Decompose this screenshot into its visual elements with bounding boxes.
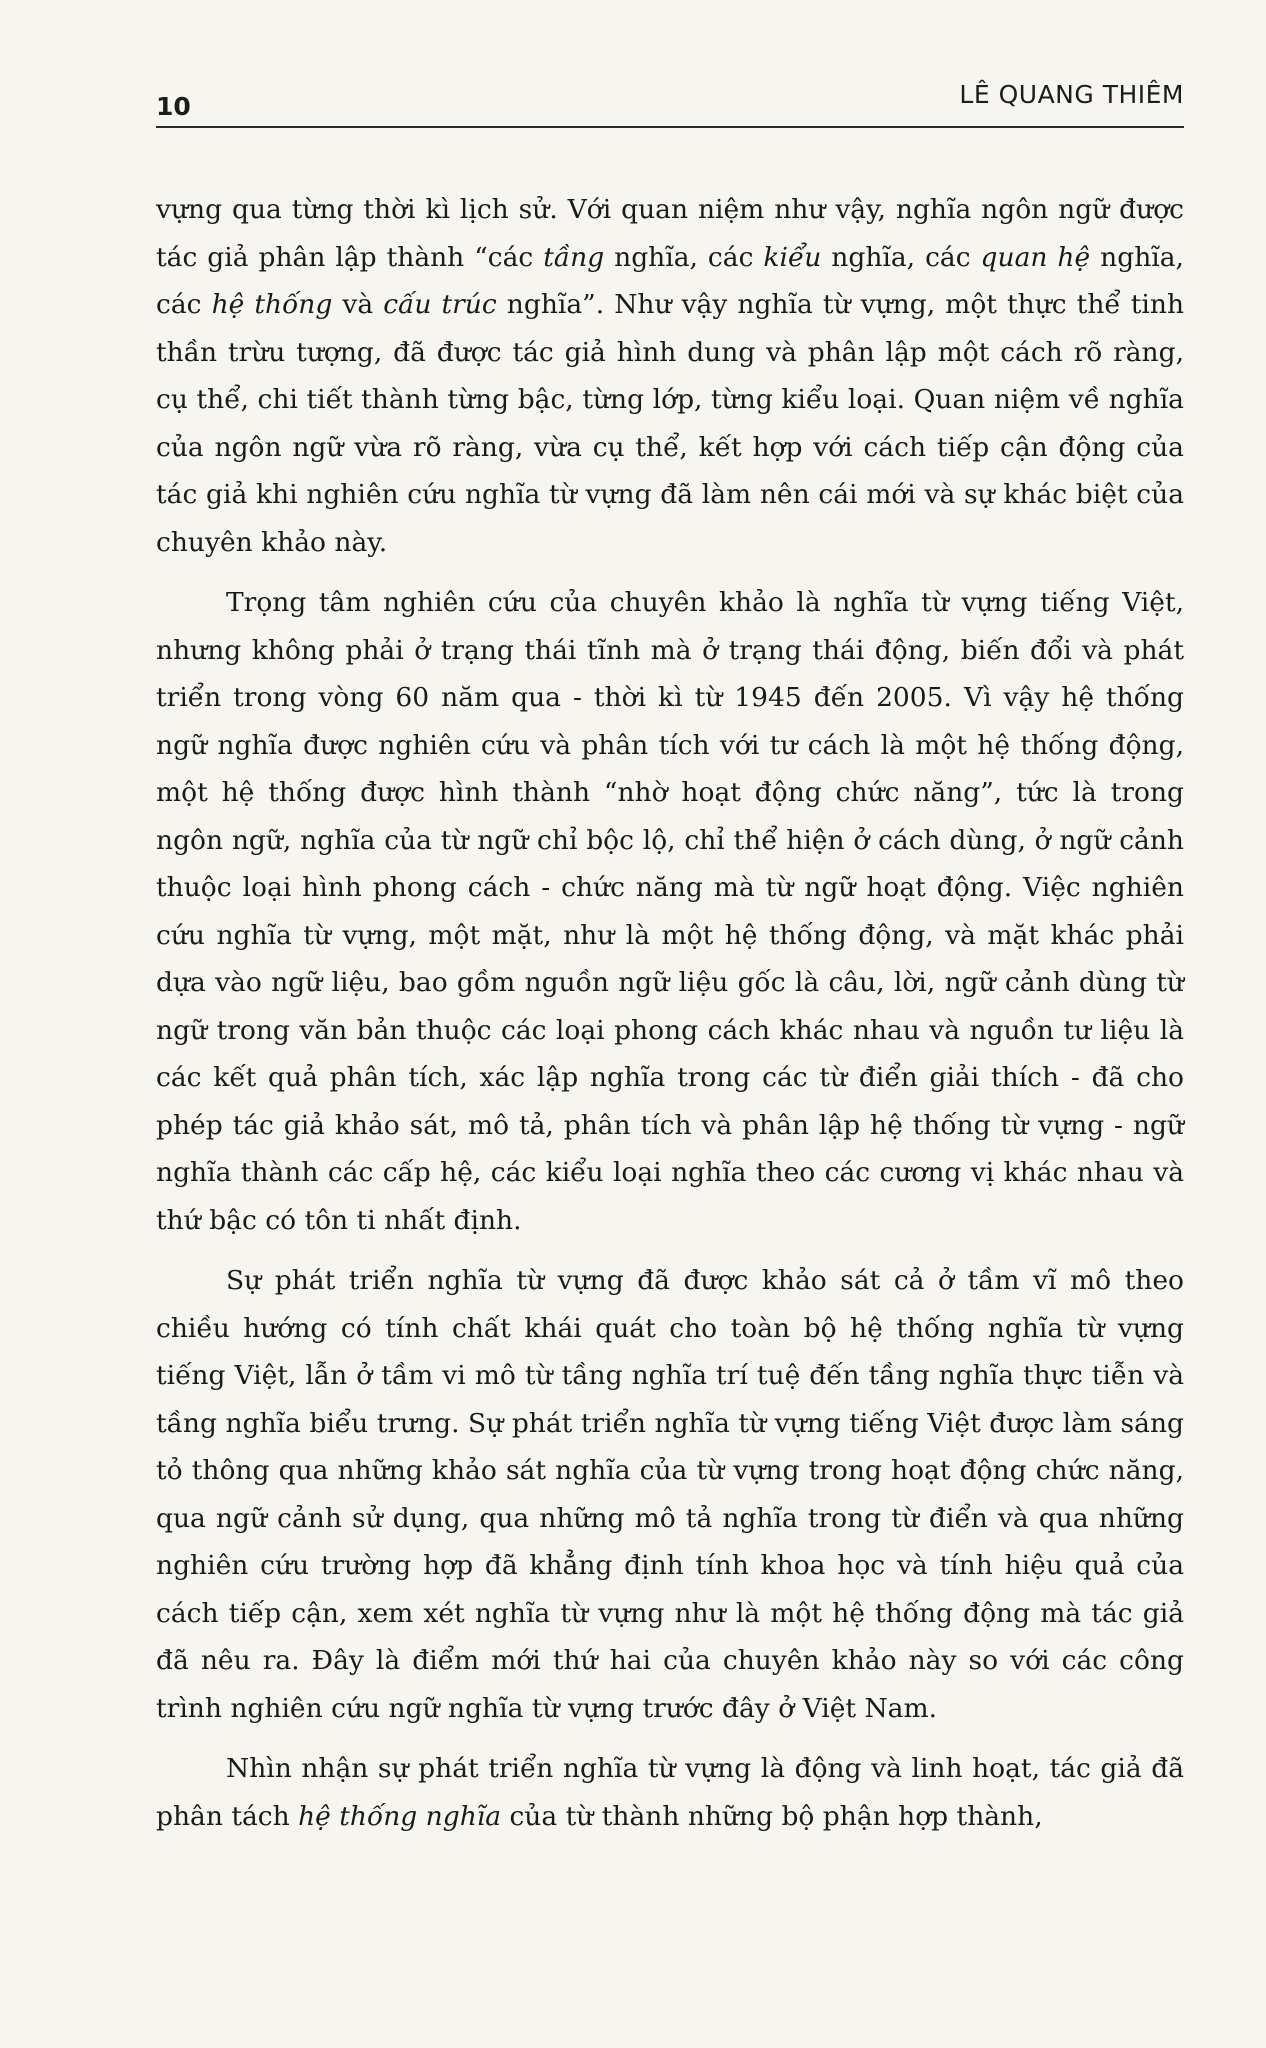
paragraph-1: [156, 186, 1184, 566]
running-head-author: LÊ QUANG THIÊM: [959, 80, 1184, 109]
text-segment: nghĩa”. Như vậy nghĩa từ vựng, một thực thể tinh thần trừu tượng, đã được tác giả hình dung và phân lập một cách rõ ràng, cụ thể, chi tiết thành từng bậc, từng lớp, từng kiểu loại. Quan niệm về nghĩa của ngôn ngữ vừa rõ ràng, vừa cụ thể, kết hợp với cách tiếp cận động của tác giả khi nghiên cứu nghĩa từ vựng đã làm nên cái mới và sự khác biệt của chuyên khảo này.: [156, 289, 1185, 558]
text-segment: nghĩa, các: [604, 241, 764, 273]
paragraph-3: [156, 1257, 1184, 1732]
text-segment: Nhìn nhận sự phát triển nghĩa từ vựng là động và linh hoạt, tác giả đã phân tách: [156, 1753, 1184, 1832]
paragraph-2: [156, 579, 1184, 1244]
text-segment: của từ thành những bộ phận hợp thành,: [501, 1800, 1043, 1832]
italic-term: tầng: [543, 241, 605, 273]
italic-term: cấu trúc: [383, 289, 497, 320]
page-header: [156, 70, 1184, 128]
text-segment: Sự phát triển nghĩa từ vựng đã được khảo sát cả ở tầm vĩ mô theo chiều hướng có tính chất khái quát cho toàn bộ hệ thống nghĩa từ vựng tiếng Việt, lẫn ở tầm vi mô từ tầng nghĩa trí tuệ đến tầng nghĩa thực tiễn và tầng nghĩa biểu trưng. Sự phát triển nghĩa từ vựng tiếng Việt được làm sáng tỏ thông qua những khảo sát nghĩa của từ vựng trong hoạt động chức năng, qua ngữ cảnh sử dụng, qua những mô tả nghĩa trong từ điển và qua những nghiên cứu trường hợp đã khẳng định tính khoa học và tính hiệu quả của cách tiếp cận, xem xét nghĩa từ vựng như là một hệ thống động mà tác giả đã nêu ra. Đây là điểm mới thứ hai của chuyên khảo này so với các công trình nghiên cứu ngữ nghĩa từ vựng trước đây ở Việt Nam.: [156, 1265, 1184, 1724]
body-text: [156, 186, 1184, 1853]
italic-term: hệ thống: [211, 289, 333, 320]
text-segment: và: [332, 289, 384, 320]
text-segment: Trọng tâm nghiên cứu của chuyên khảo là nghĩa từ vựng tiếng Việt, nhưng không phải ở trạng thái tĩnh mà ở trạng thái động, biến đổi và phát triển trong vòng 60 năm qua - thời kì từ 1945 đến 2005. Vì vậy hệ thống ngữ nghĩa được nghiên cứu và phân tích với tư cách là một hệ thống động, một hệ thống được hình thành “nhờ hoạt động chức năng”, tức là trong ngôn ngữ, nghĩa của từ ngữ chỉ bộc lộ, chỉ thể hiện ở cách dùng, ở ngữ cảnh thuộc loại hình phong cách - chức năng mà từ ngữ hoạt động. Việc nghiên cứu nghĩa từ vựng, một mặt, như là một hệ thống động, và mặt khác phải dựa vào ngữ liệu, bao gồm nguồn ngữ liệu gốc là câu, lời, ngữ cảnh dùng từ ngữ trong văn bản thuộc các loại phong cách khác nhau và nguồn tư liệu là các kết quả phân tích, xác lập nghĩa trong các từ điển giải thích - đã cho phép tác giả khảo sát, mô tả, phân tích và phân lập hệ thống từ vựng - ngữ nghĩa thành các cấp hệ, các kiểu loại nghĩa theo các cương vị khác nhau và thứ bậc có tôn ti nhất định.: [156, 587, 1184, 1236]
italic-term: hệ thống nghĩa: [298, 1800, 502, 1832]
italic-term: kiểu: [763, 241, 822, 273]
paragraph-4: [156, 1745, 1184, 1840]
italic-term: quan hệ: [980, 241, 1091, 273]
text-segment: nghĩa, các: [821, 241, 981, 273]
page-number: 10: [156, 92, 191, 121]
text-segment: vựng qua từng thời kì lịch sử. Với quan niệm như vậy, nghĩa ngôn ngữ được tác giả phân lập thành “các: [156, 194, 1184, 273]
text-segment: nghĩa, các: [156, 241, 1184, 320]
